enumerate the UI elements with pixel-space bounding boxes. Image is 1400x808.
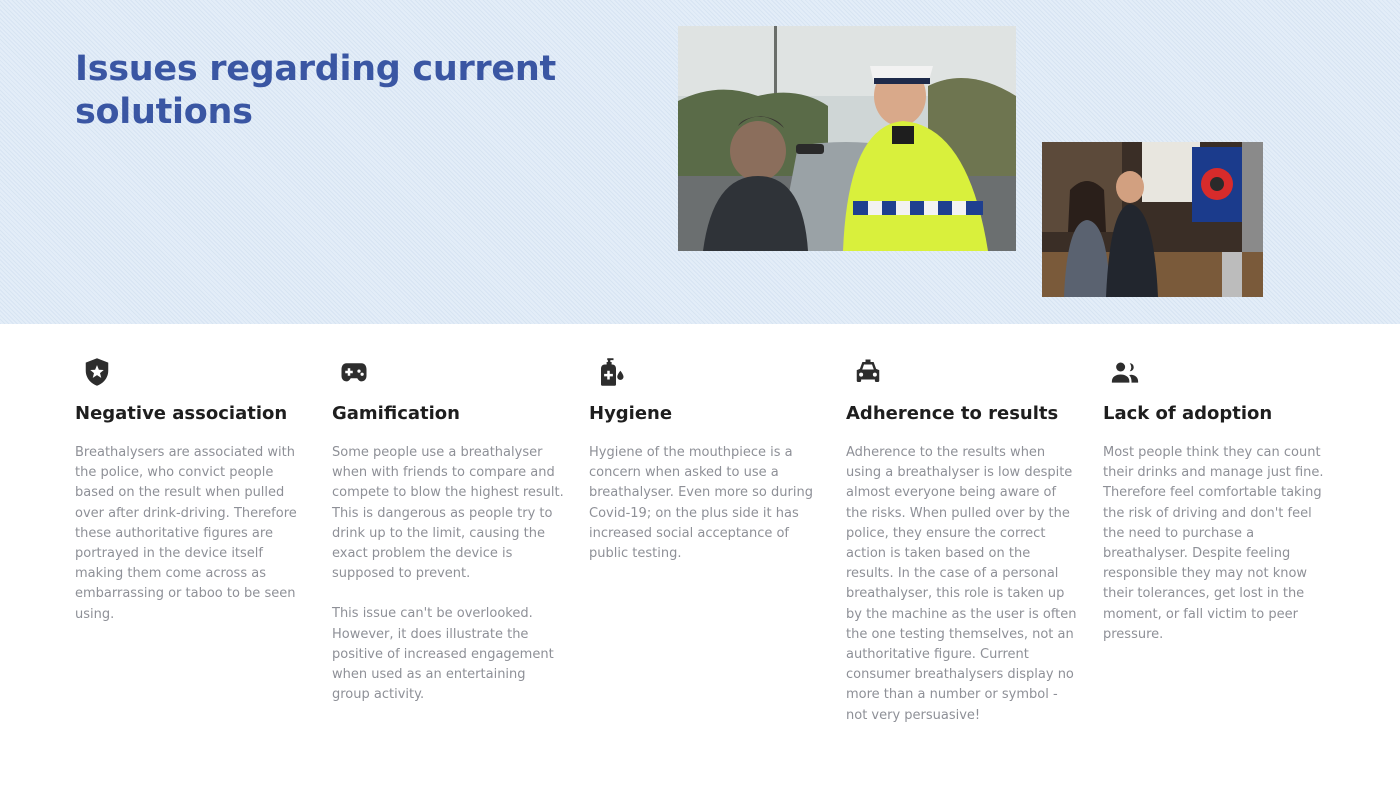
issue-lack-of-adoption [1103, 352, 1333, 645]
issue-paragraph: Hygiene of the mouthpiece is a concern when asked to use a breathalyser. Even more so during Covid-19; on the plus side it has increased social acceptance of public testing. [589, 445, 813, 562]
issue-paragraph: Some people use a breathalyser when with friends to compare and compete to blow the highest result. This is dangerous as people try to drink up to the limit, causing the exact problem the device is supposed to prevent. [332, 445, 564, 582]
photo-friends-at-bar [1042, 142, 1263, 297]
issue-gamification [332, 352, 562, 705]
issue-heading: Hygiene [589, 403, 673, 424]
issue-negative-association [75, 352, 305, 625]
issue-body [75, 443, 307, 625]
issues-columns [75, 352, 1335, 772]
title-line-1: Issues regarding current [75, 49, 556, 89]
people-icon [1110, 352, 1146, 392]
title-line-2: solutions [75, 92, 253, 132]
gamepad-icon [339, 352, 375, 392]
issue-paragraph: Breathalysers are associated with the police, who convict people based on the result when pulled over after drink-driving. Therefore these authoritative figures are portrayed in the device itself making them come across as embarrassing or taboo to be seen using. [75, 445, 297, 622]
issue-paragraph: This issue can't be overlooked. However, it does illustrate the positive of increased engagement when used as an entertaining group activity. [332, 606, 554, 703]
page-title [75, 48, 595, 134]
issue-paragraph: Most people think they can count their drinks and manage just fine. Therefore feel comfortable taking the risk of driving and don't feel the need to purchase a breathalyser. Despite feeling responsible they may not know their tolerances, get lost in the moment, or fall victim to peer pressure. [1103, 445, 1324, 642]
issue-body [332, 443, 564, 705]
issue-heading: Adherence to results [846, 403, 1059, 424]
issue-body [589, 443, 821, 564]
hero-banner [0, 0, 1400, 324]
issue-heading: Gamification [332, 403, 460, 424]
issue-hygiene [589, 352, 819, 564]
sanitizer-icon [596, 352, 632, 392]
shield-star-icon [82, 352, 118, 392]
issue-heading: Lack of adoption [1103, 403, 1273, 424]
photo-police-breathalyser-test [678, 26, 1016, 251]
issue-body [1103, 443, 1335, 645]
issue-adherence-to-results [846, 352, 1076, 726]
issue-body [846, 443, 1078, 726]
issue-paragraph: Adherence to the results when using a breathalyser is low despite almost everyone being aware of the risks. When pulled over by the police, they ensure the correct action is taken based on the results. In the case of a personal breathalyser, this role is taken up by the machine as the user is often the one testing themselves, not an authoritative figure. Current consumer breathalysers display no more than a number or symbol - not very persuasive! [846, 445, 1077, 723]
issue-heading: Negative association [75, 403, 288, 424]
police-car-icon [853, 352, 889, 392]
